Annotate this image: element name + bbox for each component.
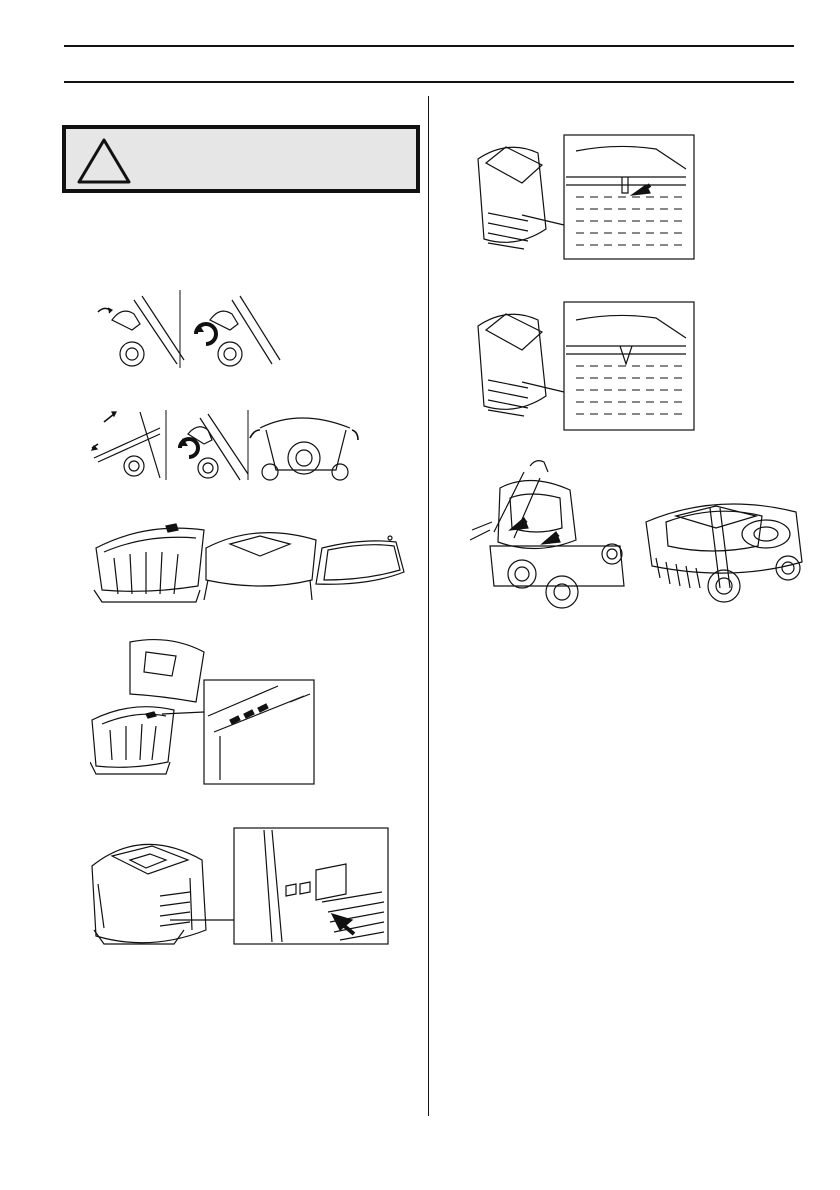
figure-grass-catcher-mounting bbox=[470, 458, 806, 610]
figure-grass-catcher-latch-closed bbox=[472, 300, 696, 432]
figure-grass-catcher-assembly bbox=[90, 636, 316, 786]
header-bottom-rule bbox=[64, 81, 794, 83]
column-divider bbox=[428, 96, 429, 1116]
figure-handle-lever-release bbox=[92, 290, 292, 368]
header-top-rule bbox=[64, 45, 794, 47]
warning-triangle-icon bbox=[76, 137, 132, 185]
figure-grass-catcher-parts bbox=[90, 518, 410, 610]
figure-grass-catcher-clip-detail bbox=[90, 826, 390, 948]
warning-box bbox=[62, 125, 420, 193]
figure-grass-catcher-latch-open bbox=[472, 133, 696, 263]
figure-handle-folding bbox=[90, 408, 360, 482]
